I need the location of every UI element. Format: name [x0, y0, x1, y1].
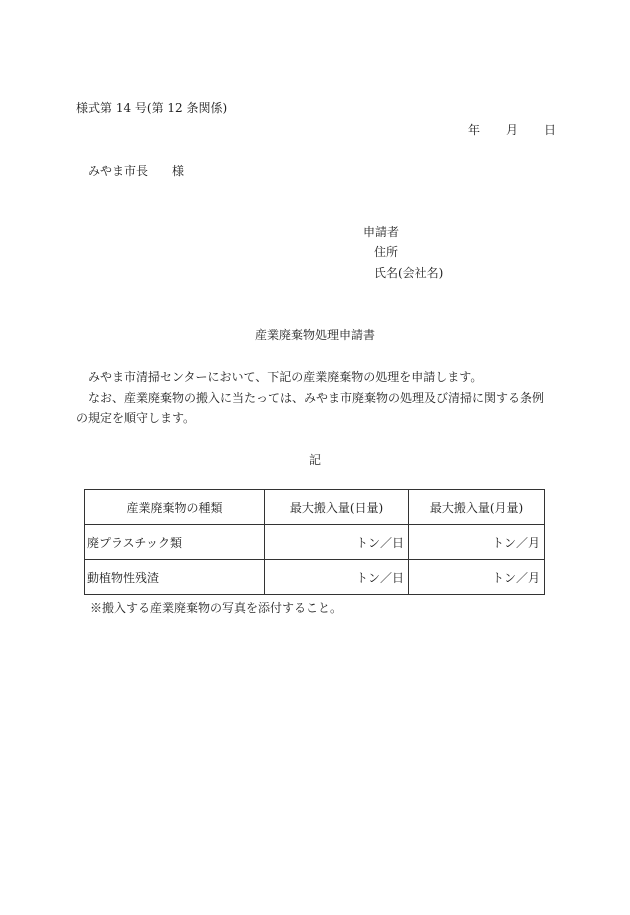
table-row [85, 560, 545, 595]
body-paragraph-2-line-1: なお、産業廃棄物の搬入に当たっては、みやま市廃棄物の処理及び清掃に関する条例 [88, 391, 545, 405]
waste-type-cell: 動植物性残渣 [85, 560, 265, 595]
recipient-honorific: 様 [172, 164, 185, 178]
date-year-label: 年 [467, 123, 480, 137]
applicant-label: 申請者 [363, 225, 400, 239]
header-waste-type: 産業廃棄物の種類 [85, 490, 265, 525]
ki-heading: 記 [308, 453, 321, 467]
name-label: 氏名(会社名) [374, 266, 444, 280]
form-number: 様式第 14 号(第 12 条関係) [76, 101, 228, 115]
monthly-amount-cell: トン／月 [409, 525, 545, 560]
recipient-name: みやま市長 [88, 164, 149, 178]
body-paragraph-1: みやま市清掃センターにおいて、下記の産業廃棄物の処理を申請します。 [88, 370, 483, 384]
waste-type-cell: 廃プラスチック類 [85, 525, 265, 560]
monthly-amount-cell: トン／月 [409, 560, 545, 595]
photo-note: ※搬入する産業廃棄物の写真を添付すること。 [90, 601, 343, 615]
document-title: 産業廃棄物処理申請書 [254, 328, 375, 342]
recipient [88, 163, 184, 179]
date-month-label: 月 [505, 123, 518, 137]
address-label: 住所 [374, 245, 399, 259]
date-line [468, 122, 556, 138]
body-paragraph-2-line-2: の規定を順守します。 [76, 411, 196, 425]
header-monthly-max: 最大搬入量(月量) [409, 490, 545, 525]
waste-table [84, 489, 545, 595]
daily-amount-cell: トン／日 [265, 560, 409, 595]
header-daily-max: 最大搬入量(日量) [265, 490, 409, 525]
date-day-label: 日 [543, 123, 556, 137]
table-header-row [85, 490, 545, 525]
daily-amount-cell: トン／日 [265, 525, 409, 560]
table-row [85, 525, 545, 560]
